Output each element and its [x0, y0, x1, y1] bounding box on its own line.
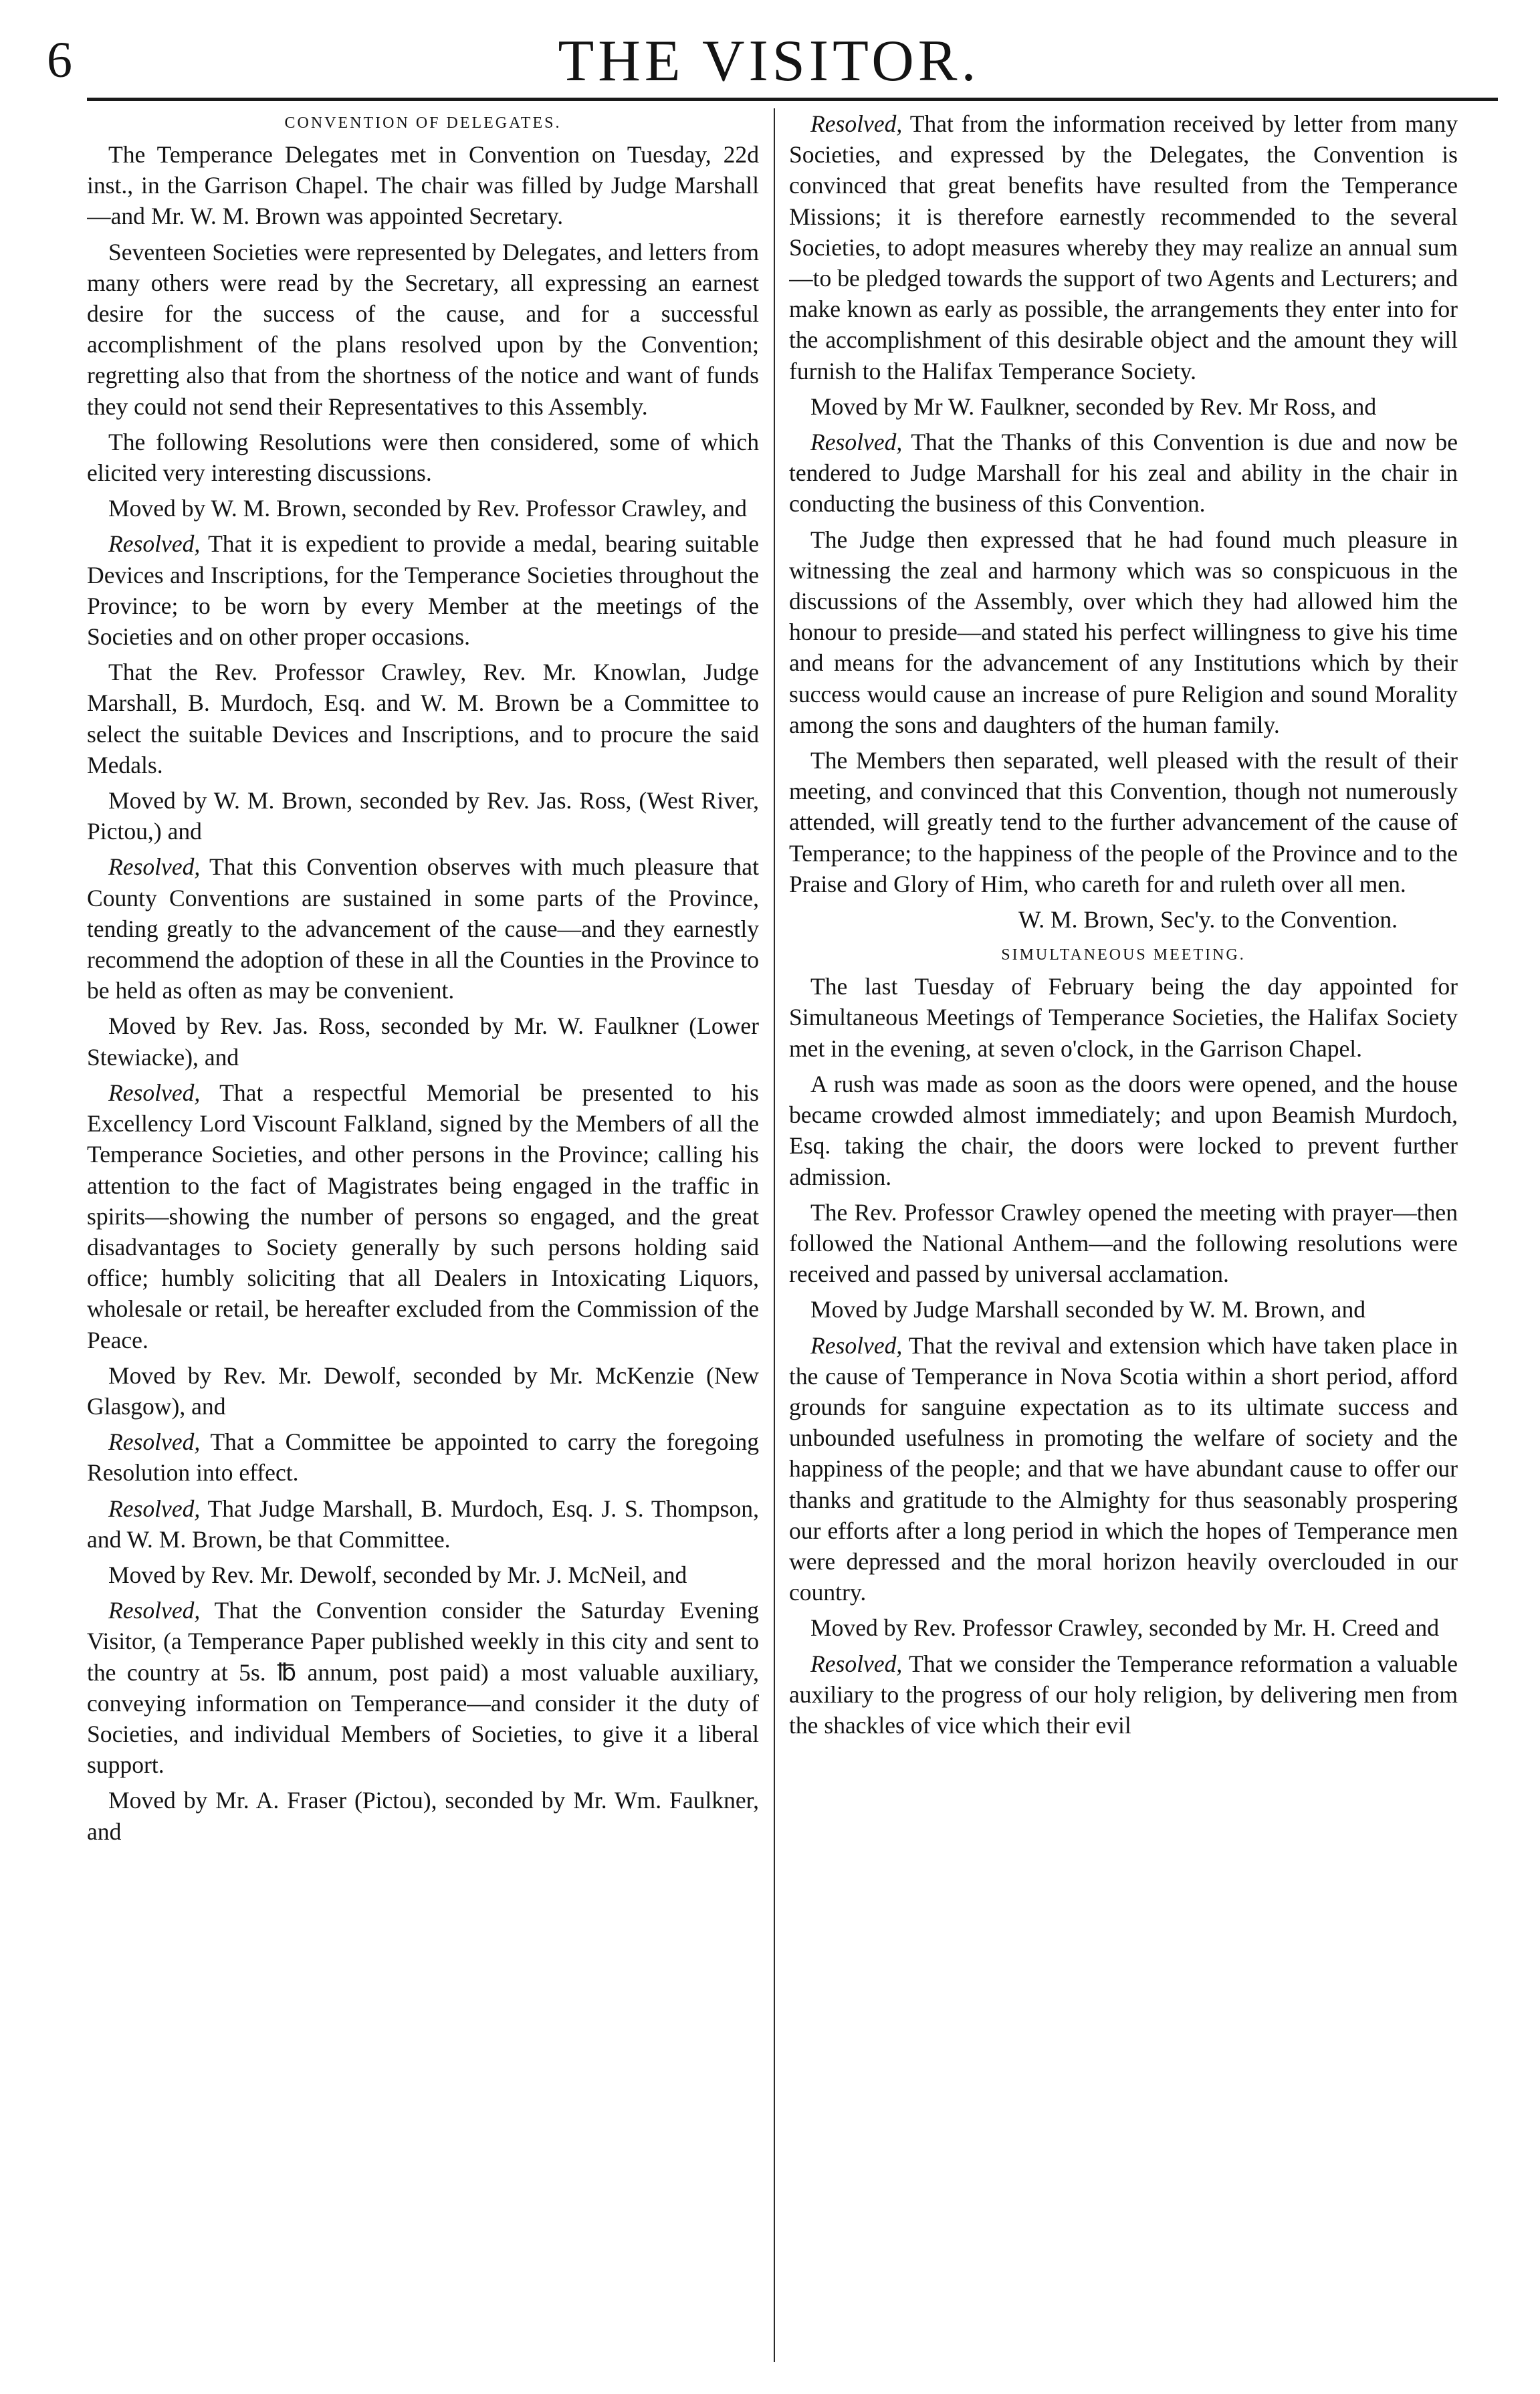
secretary-signature: W. M. Brown, Sec'y. to the Convention. [1018, 906, 1398, 934]
resolved-lead: Resolved, [810, 110, 903, 137]
right-paragraphs-top [789, 108, 1458, 899]
article-paragraph [789, 1197, 1458, 1290]
section-heading-simultaneous: SIMULTANEOUS MEETING. [1001, 946, 1246, 964]
resolved-lead: Resolved, [108, 530, 201, 558]
paragraph-text: That we consider the Temperance reformation a valuable auxiliary to the progress of our holy religion, by delivering men from the shackles of vice which their evil [789, 1650, 1458, 1739]
header-rule [87, 98, 1498, 101]
paragraph-text: The following Resolutions were then considered, some of which elicited very interesting discussions. [87, 428, 759, 487]
paragraph-text: That a respectful Memorial be presented to his Excellency Lord Viscount Falkland, signed by the Members of all the Temperance Societies, and other persons in the Province; calling his attention to the fact of Magistrates being engaged in the traffic in spirits—showing the number of persons so engaged, and the great disadvantages to Society generally by such persons holding said office; humbly soliciting that all Dealers in Intoxicating Liquors, wholesale or retail, be hereafter excluded from the Commission of the Peace. [87, 1079, 759, 1353]
article-paragraph [87, 1493, 759, 1555]
left-column [87, 108, 759, 2372]
paragraph-text: The Rev. Professor Crawley opened the meeting with prayer—then followed the National Anthem—and the following resolutions were received and passed by universal acclamation. [789, 1198, 1458, 1288]
right-column [789, 108, 1458, 2372]
article-paragraph [87, 851, 759, 1006]
resolved-lead: Resolved, [810, 429, 903, 456]
article-paragraph [87, 139, 759, 232]
resolved-lead: Resolved, [108, 1495, 201, 1522]
resolved-lead: Resolved, [108, 1428, 201, 1456]
paragraph-text: A rush was made as soon as the doors were opened, and the house became crowded almost immediately; and upon Beamish Murdoch, Esq. taking the chair, the doors were locked to prevent further admission. [789, 1070, 1458, 1190]
paragraph-text: That it is expedient to provide a medal, bearing suitable Devices and Inscriptions, for the Temperance Societies throughout the Province; to be worn by every Member at the meetings of the Societies and on other proper occasions. [87, 530, 759, 651]
paragraph-text: Moved by Judge Marshall seconded by W. M. Brown, and [810, 1296, 1366, 1323]
article-paragraph [87, 493, 759, 524]
article-paragraph [87, 1077, 759, 1355]
article-paragraph [87, 528, 759, 652]
paragraph-text: That the Convention consider the Saturday Evening Visitor, (a Temperance Paper published weekly in this city and sent to the country at 5s. ℔ annum, post paid) a most valuable auxiliary, conveying information on Temperance—and consider it the duty of Societies, and individual Members of Societies, to give it a liberal support. [87, 1597, 759, 1779]
article-paragraph [87, 1360, 759, 1422]
right-paragraphs-bottom [789, 971, 1458, 1741]
paragraph-text: Moved by Rev. Mr. Dewolf, seconded by Mr. McKenzie (New Glasgow), and [87, 1362, 759, 1420]
paragraph-text: Moved by Rev. Mr. Dewolf, seconded by Mr. J. McNeil, and [108, 1561, 687, 1588]
resolved-lead: Resolved, [810, 1650, 903, 1677]
article-paragraph [87, 1426, 759, 1488]
article-paragraph [87, 657, 759, 780]
paragraph-text: That the Rev. Professor Crawley, Rev. Mr. Knowlan, Judge Marshall, B. Murdoch, Esq. and W. M. Brown be a Committee to select the suitable Devices and Inscriptions, and to procure the said Medals. [87, 659, 759, 778]
paragraph-text: The Temperance Delegates met in Convention on Tuesday, 22d inst., in the Garrison Chapel. The chair was filled by Judge Marshall—and Mr. W. M. Brown was appointed Secretary. [87, 141, 759, 230]
resolved-lead: Resolved, [108, 1597, 201, 1624]
article-paragraph [789, 1069, 1458, 1192]
resolved-lead: Resolved, [108, 853, 201, 881]
page-header [47, 27, 1491, 100]
paragraph-text: The last Tuesday of February being the day appointed for Simultaneous Meetings of Temperance Societies, the Halifax Society met in the evening, at seven o'clock, in the Garrison Chapel. [789, 973, 1458, 1062]
paragraph-text: Moved by W. M. Brown, seconded by Rev. Professor Crawley, and [108, 495, 747, 522]
article-paragraph [87, 237, 759, 422]
paragraph-text: Moved by Mr. A. Fraser (Pictou), seconded by Mr. Wm. Faulkner, and [87, 1787, 759, 1845]
resolved-lead: Resolved, [108, 1079, 201, 1106]
article-paragraph [789, 1648, 1458, 1741]
paragraph-text: Moved by Rev. Jas. Ross, seconded by Mr. W. Faulkner (Lower Stewiacke), and [87, 1012, 759, 1071]
article-paragraph [789, 1330, 1458, 1608]
article-paragraph [789, 1294, 1458, 1325]
paragraph-text: The Members then separated, well pleased with the result of their meeting, and convinced that this Convention, though not numerously attended, will greatly tend to the further advancement of the cause of Temperance; to the happiness of the people of the Province and to the Praise and Glory of Him, who careth for and ruleth over all men. [789, 747, 1458, 897]
article-paragraph [789, 391, 1458, 422]
article-paragraph [87, 1559, 759, 1590]
section-heading-convention: CONVENTION OF DELEGATES. [284, 114, 562, 132]
paragraph-text: That this Convention observes with much pleasure that County Conventions are sustained in some parts of the Province, tending greatly to the advancement of the cause—and they earnestly recommend the adoption of these in all the Counties in the Province to be held as often as may be convenient. [87, 853, 759, 1004]
article-paragraph [789, 427, 1458, 520]
article-paragraph [87, 785, 759, 847]
article-paragraph [789, 971, 1458, 1064]
article-paragraph [789, 108, 1458, 387]
paragraph-text: The Judge then expressed that he had found much pleasure in witnessing the zeal and harmony which was so conspicuous in the discussions of the Assembly, over which they had allowed him the honour to preside—and stated his perfect willingness to give his time and means for the advancement of any Institutions which by their success would cause an increase of pure Religion and sound Morality among the sons and daughters of the human family. [789, 526, 1458, 738]
paragraph-text: That Judge Marshall, B. Murdoch, Esq. J. S. Thompson, and W. M. Brown, be that Committee. [87, 1495, 759, 1553]
article-paragraph [789, 1612, 1458, 1643]
left-paragraphs [87, 139, 759, 1847]
column-divider [774, 108, 775, 2362]
paragraph-text: That a Committee be appointed to carry the foregoing Resolution into effect. [87, 1428, 759, 1487]
paragraph-text: That the Thanks of this Convention is due and now be tendered to Judge Marshall for his zeal and ability in the chair in conducting the business of this Convention. [789, 429, 1458, 518]
article-paragraph [87, 1595, 759, 1780]
paragraph-text: That from the information received by letter from many Societies, and expressed by the Delegates, the Convention is convinced that great benefits have resulted from the Temperance Missions; it is therefore earnestly recommended to the several Societies, to adopt measures whereby they may realize an annual sum—to be pledged towards the support of two Agents and Lecturers; and make known as early as possible, the arrangements they enter into for the accomplishment of this desirable object and the amount they will furnish to the Halifax Temperance Society. [789, 110, 1458, 385]
masthead-title: THE VISITOR. [558, 29, 980, 94]
paragraph-text: Moved by Mr W. Faulkner, seconded by Rev. Mr Ross, and [810, 393, 1377, 420]
paragraph-text: Moved by Rev. Professor Crawley, seconded by Mr. H. Creed and [810, 1614, 1439, 1642]
page-number: 6 [47, 32, 72, 88]
paragraph-text: Moved by W. M. Brown, seconded by Rev. Jas. Ross, (West River, Pictou,) and [87, 787, 759, 845]
article-paragraph [87, 1010, 759, 1072]
article-paragraph [87, 1785, 759, 1846]
article-paragraph [87, 427, 759, 488]
resolved-lead: Resolved, [810, 1331, 903, 1359]
paragraph-text: That the revival and extension which have taken place in the cause of Temperance in Nova Scotia within a short period, afford grounds for sanguine expectation as to its ultimate success and unbounded usefulness in promoting the welfare of society and the happiness of the people; and that we have abundant cause to offer our thanks and gratitude to the Almighty for thus seasonably prospering our efforts after a long period in which the hopes of Temperance men were depressed and the moral horizon heavily overclouded in our country. [789, 1331, 1458, 1606]
article-paragraph [789, 524, 1458, 740]
paragraph-text: Seventeen Societies were represented by Delegates, and letters from many others were read by the Secretary, all expressing an earnest desire for the success of the cause, and for a successful accomplishment of the plans resolved upon by the Convention; regretting also that from the shortness of the notice and want of funds they could not send their Representatives to this Assembly. [87, 238, 759, 420]
article-paragraph [789, 745, 1458, 899]
